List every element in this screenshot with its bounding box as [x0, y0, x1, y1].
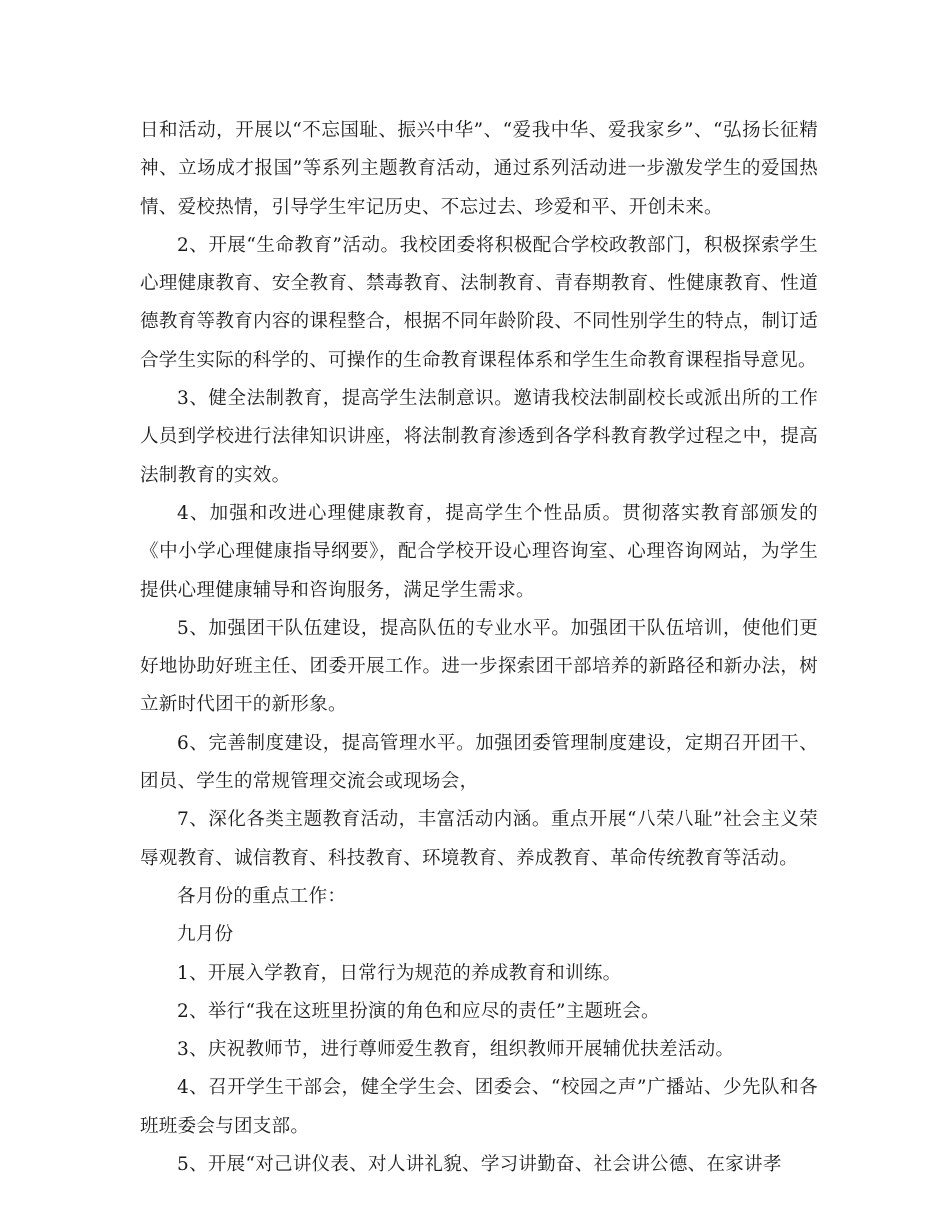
paragraph-theme-education: 7、深化各类主题教育活动，丰富活动内涵。重点开展“八荣八耻”社会主义荣辱观教育、诚信教育、科技教育、环境教育、养成教育、革命传统教育等活动。 — [140, 809, 818, 869]
list-item-5: 5、开展“对己讲仪表、对人讲礼貌、学习讲勤奋、社会讲公德、在家讲孝 — [177, 1154, 782, 1176]
paragraph-system-building: 6、完善制度建设，提高管理水平。加强团委管理制度建设，定期召开团干、团员、学生的常规管理交流会或现场会， — [140, 732, 818, 793]
list-item-4: 4、召开学生干部会，健全学生会、团委会、“校园之声”广播站、少先队和各班班委会与团支部。 — [140, 1077, 818, 1137]
paragraph-monthly-heading: 各月份的重点工作： — [177, 885, 347, 907]
paragraph-legal-education: 3、健全法制教育，提高学生法制意识。邀请我校法制副校长或派出所的工作人员到学校进行法律知识讲座，将法制教育渗透到各学科教育教学过程之中，提高法制教育的实效。 — [140, 388, 818, 486]
paragraph-mental-health: 4、加强和改进心理健康教育，提高学生个性品质。贯彻落实教育部颁发的《中小学心理健康指导纲要》，配合学校开设心理咨询室、心理咨询网站，为学生提供心理健康辅导和咨询服务，满足学生需求。 — [140, 502, 818, 601]
paragraph-continued: 日和活动，开展以“不忘国耻、振兴中华”、“爱我中华、爱我家乡”、“弘扬长征精神、立场成才报国”等系列主题教育活动，通过系列活动进一步激发学生的爱国热情、爱校热情，引导学生牢记历史、不忘过去、珍爱和平、开创未来。 — [140, 120, 818, 218]
list-item-1: 1、开展入学教育，日常行为规范的养成教育和训练。 — [177, 962, 622, 984]
paragraph-september-heading: 九月份 — [177, 924, 234, 946]
paragraph-life-education: 2、开展“生命教育”活动。我校团委将积极配合学校政教部门，积极探索学生心理健康教育、安全教育、禁毒教育、法制教育、青春期教育、性健康教育、性道德教育等教育内容的课程整合，根据不同年龄阶段、不同性别学生的特点，制订适合学生实际的科学的、可操作的生命教育课程体系和学生生命教育课程指导意见。 — [140, 234, 818, 371]
paragraph-cadre-team: 5、加强团干队伍建设，提高队伍的专业水平。加强团干队伍培训，使他们更好地协助好班主任、团委开展工作。进一步探索团干部培养的新路径和新办法，树立新时代团干的新形象。 — [140, 617, 818, 716]
document-body — [140, 112, 818, 1184]
list-item-2: 2、举行“我在这班里扮演的角色和应尽的责任”主题班会。 — [177, 1000, 660, 1022]
list-item-3: 3、庆祝教师节，进行尊师爱生教育，组织教师开展辅优扶差活动。 — [177, 1039, 735, 1061]
